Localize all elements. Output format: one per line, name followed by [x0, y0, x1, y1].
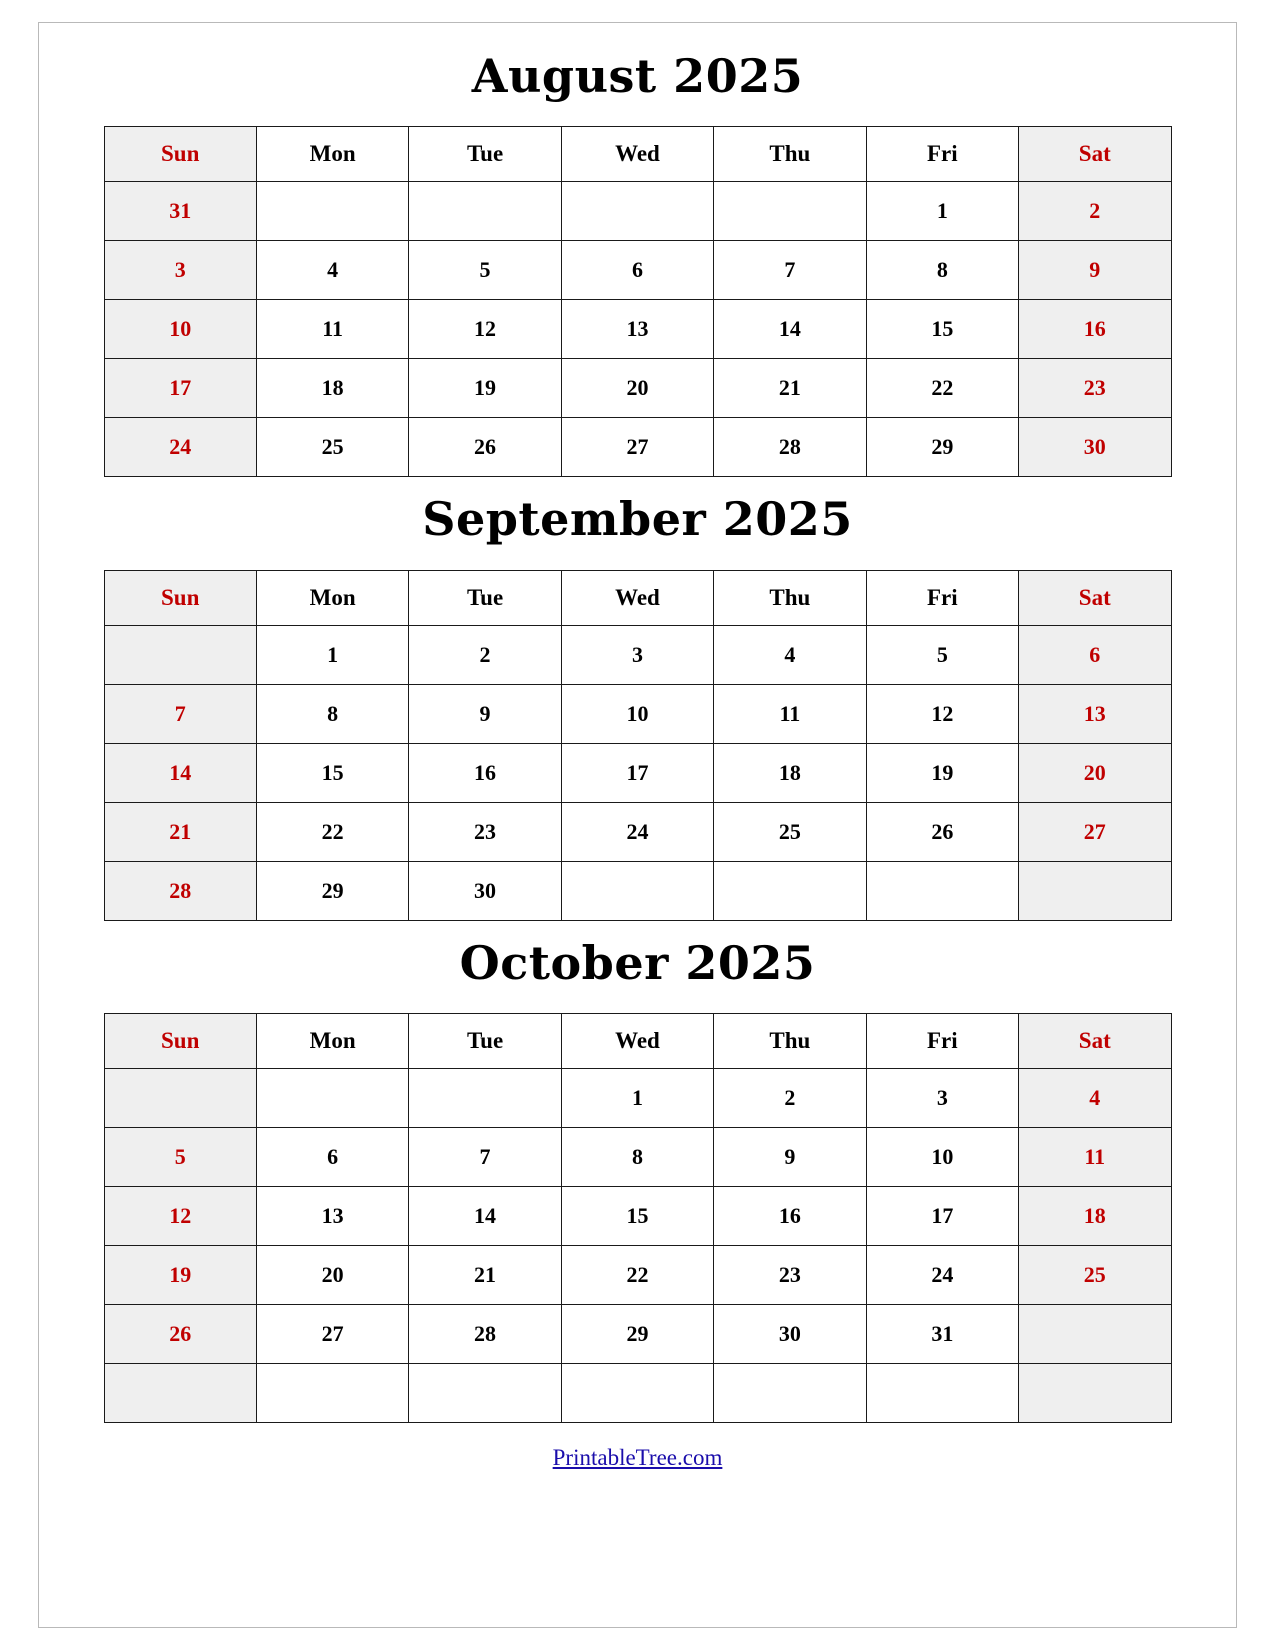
day-cell[interactable]: 30 — [1019, 418, 1171, 477]
day-cell[interactable] — [104, 625, 256, 684]
day-cell[interactable] — [866, 861, 1018, 920]
day-cell[interactable]: 21 — [409, 1245, 561, 1304]
day-cell[interactable]: 30 — [409, 861, 561, 920]
day-cell[interactable] — [1019, 1304, 1171, 1363]
day-cell[interactable]: 27 — [256, 1304, 408, 1363]
weekday-header-mon: Mon — [256, 570, 408, 625]
day-cell[interactable]: 22 — [561, 1245, 713, 1304]
day-cell[interactable]: 25 — [256, 418, 408, 477]
day-cell[interactable]: 2 — [409, 625, 561, 684]
weekday-header-row — [104, 127, 1171, 182]
week-row — [104, 1304, 1171, 1363]
day-cell[interactable]: 18 — [1019, 1186, 1171, 1245]
day-cell[interactable]: 10 — [561, 684, 713, 743]
day-cell[interactable]: 14 — [409, 1186, 561, 1245]
day-cell[interactable]: 29 — [561, 1304, 713, 1363]
day-cell[interactable] — [256, 182, 408, 241]
day-cell[interactable]: 31 — [866, 1304, 1018, 1363]
printabletree-link[interactable]: PrintableTree.com — [552, 1444, 723, 1470]
day-cell[interactable]: 6 — [1019, 625, 1171, 684]
weekday-header-thu: Thu — [714, 127, 866, 182]
day-cell[interactable]: 5 — [866, 625, 1018, 684]
week-row — [104, 802, 1171, 861]
day-cell[interactable]: 24 — [866, 1245, 1018, 1304]
week-row — [104, 241, 1171, 300]
day-cell[interactable]: 19 — [866, 743, 1018, 802]
day-cell[interactable]: 2 — [1019, 182, 1171, 241]
weekday-header-sun: Sun — [104, 127, 256, 182]
day-cell[interactable]: 16 — [1019, 300, 1171, 359]
day-cell[interactable]: 7 — [714, 241, 866, 300]
weekday-header-sun: Sun — [104, 1013, 256, 1068]
day-cell[interactable]: 13 — [1019, 684, 1171, 743]
calendar-content — [88, 26, 1188, 1471]
day-cell[interactable]: 3 — [104, 241, 256, 300]
day-cell[interactable]: 11 — [714, 684, 866, 743]
day-cell[interactable]: 9 — [714, 1127, 866, 1186]
week-row — [104, 743, 1171, 802]
day-cell[interactable]: 12 — [104, 1186, 256, 1245]
weekday-header-sat: Sat — [1019, 1013, 1171, 1068]
day-cell[interactable]: 3 — [561, 625, 713, 684]
day-cell[interactable]: 19 — [104, 1245, 256, 1304]
day-cell[interactable]: 26 — [866, 802, 1018, 861]
week-row — [104, 1068, 1171, 1127]
day-cell[interactable]: 20 — [561, 359, 713, 418]
day-cell[interactable]: 22 — [866, 359, 1018, 418]
week-row — [104, 625, 1171, 684]
month-title: August 2025 — [471, 49, 804, 103]
day-cell[interactable] — [104, 1363, 256, 1422]
day-cell[interactable] — [1019, 1363, 1171, 1422]
day-cell[interactable] — [561, 182, 713, 241]
day-cell[interactable]: 6 — [561, 241, 713, 300]
day-cell[interactable]: 1 — [256, 625, 408, 684]
day-cell[interactable]: 2 — [714, 1068, 866, 1127]
day-cell[interactable]: 18 — [256, 359, 408, 418]
day-cell[interactable]: 7 — [409, 1127, 561, 1186]
weekday-header-mon: Mon — [256, 1013, 408, 1068]
day-cell[interactable]: 21 — [714, 359, 866, 418]
day-cell[interactable]: 17 — [866, 1186, 1018, 1245]
day-cell[interactable] — [256, 1363, 408, 1422]
day-cell[interactable]: 31 — [104, 182, 256, 241]
weekday-header-sat: Sat — [1019, 127, 1171, 182]
day-cell[interactable]: 8 — [866, 241, 1018, 300]
day-cell[interactable]: 27 — [1019, 802, 1171, 861]
weekday-header-tue: Tue — [409, 127, 561, 182]
weekday-header-thu: Thu — [714, 1013, 866, 1068]
day-cell[interactable]: 1 — [561, 1068, 713, 1127]
day-cell[interactable]: 10 — [866, 1127, 1018, 1186]
day-cell[interactable]: 17 — [104, 359, 256, 418]
day-cell[interactable] — [561, 1363, 713, 1422]
week-row — [104, 418, 1171, 477]
day-cell[interactable] — [409, 1068, 561, 1127]
month-block-august — [88, 42, 1188, 477]
day-cell[interactable]: 17 — [561, 743, 713, 802]
week-row — [104, 684, 1171, 743]
weekday-header-wed: Wed — [561, 570, 713, 625]
day-cell[interactable]: 22 — [256, 802, 408, 861]
weekday-header-tue: Tue — [409, 570, 561, 625]
weekday-header-row — [104, 1013, 1171, 1068]
day-cell[interactable]: 4 — [714, 625, 866, 684]
day-cell[interactable]: 1 — [866, 182, 1018, 241]
day-cell[interactable]: 7 — [104, 684, 256, 743]
day-cell[interactable]: 29 — [866, 418, 1018, 477]
day-cell[interactable]: 12 — [409, 300, 561, 359]
week-row — [104, 1245, 1171, 1304]
day-cell[interactable]: 15 — [866, 300, 1018, 359]
day-cell[interactable]: 9 — [1019, 241, 1171, 300]
day-cell[interactable]: 11 — [1019, 1127, 1171, 1186]
day-cell[interactable]: 26 — [104, 1304, 256, 1363]
day-cell[interactable] — [714, 1363, 866, 1422]
day-cell[interactable]: 4 — [256, 241, 408, 300]
day-cell[interactable] — [256, 1068, 408, 1127]
day-cell[interactable]: 13 — [256, 1186, 408, 1245]
day-cell[interactable]: 11 — [256, 300, 408, 359]
day-cell[interactable]: 28 — [104, 861, 256, 920]
day-cell[interactable]: 14 — [104, 743, 256, 802]
day-cell[interactable]: 27 — [561, 418, 713, 477]
day-cell[interactable]: 26 — [409, 418, 561, 477]
week-row — [104, 300, 1171, 359]
weekday-header-fri: Fri — [866, 570, 1018, 625]
month-title: October 2025 — [459, 935, 816, 990]
day-cell[interactable]: 15 — [561, 1186, 713, 1245]
weekday-header-sat: Sat — [1019, 570, 1171, 625]
day-cell[interactable]: 14 — [714, 300, 866, 359]
week-row — [104, 1363, 1171, 1422]
day-cell[interactable]: 25 — [1019, 1245, 1171, 1304]
day-cell[interactable] — [409, 1363, 561, 1422]
day-cell[interactable]: 21 — [104, 802, 256, 861]
footer — [88, 1445, 1188, 1471]
day-cell[interactable] — [104, 1068, 256, 1127]
day-cell[interactable] — [714, 182, 866, 241]
day-cell[interactable]: 16 — [714, 1186, 866, 1245]
weekday-header-wed: Wed — [561, 1013, 713, 1068]
day-cell[interactable]: 20 — [1019, 743, 1171, 802]
calendar-table-august — [104, 126, 1172, 477]
weekday-header-fri: Fri — [866, 1013, 1018, 1068]
weekday-header-sun: Sun — [104, 570, 256, 625]
day-cell[interactable]: 18 — [714, 743, 866, 802]
day-cell[interactable] — [1019, 861, 1171, 920]
day-cell[interactable]: 19 — [409, 359, 561, 418]
day-cell[interactable]: 28 — [714, 418, 866, 477]
week-row — [104, 182, 1171, 241]
week-row — [104, 1127, 1171, 1186]
weekday-header-tue: Tue — [409, 1013, 561, 1068]
month-title: September 2025 — [422, 492, 853, 547]
weekday-header-wed: Wed — [561, 127, 713, 182]
day-cell[interactable]: 16 — [409, 743, 561, 802]
day-cell[interactable]: 8 — [561, 1127, 713, 1186]
weekday-header-thu: Thu — [714, 570, 866, 625]
day-cell[interactable]: 8 — [256, 684, 408, 743]
day-cell[interactable] — [409, 182, 561, 241]
week-row — [104, 1186, 1171, 1245]
day-cell[interactable]: 6 — [256, 1127, 408, 1186]
day-cell[interactable]: 9 — [409, 684, 561, 743]
day-cell[interactable]: 12 — [866, 684, 1018, 743]
day-cell[interactable]: 15 — [256, 743, 408, 802]
day-cell[interactable]: 29 — [256, 861, 408, 920]
day-cell[interactable]: 23 — [714, 1245, 866, 1304]
day-cell[interactable] — [561, 861, 713, 920]
month-block-september — [88, 485, 1188, 920]
weekday-header-mon: Mon — [256, 127, 408, 182]
week-row — [104, 861, 1171, 920]
day-cell[interactable]: 23 — [409, 802, 561, 861]
day-cell[interactable]: 28 — [409, 1304, 561, 1363]
day-cell[interactable]: 30 — [714, 1304, 866, 1363]
weekday-header-row — [104, 570, 1171, 625]
day-cell[interactable]: 24 — [104, 418, 256, 477]
day-cell[interactable] — [866, 1363, 1018, 1422]
day-cell[interactable] — [714, 861, 866, 920]
day-cell[interactable]: 5 — [104, 1127, 256, 1186]
week-row — [104, 359, 1171, 418]
weekday-header-fri: Fri — [866, 127, 1018, 182]
day-cell[interactable]: 10 — [104, 300, 256, 359]
day-cell[interactable]: 5 — [409, 241, 561, 300]
month-block-october — [88, 929, 1188, 1423]
calendar-table-october — [104, 1013, 1172, 1423]
day-cell[interactable]: 20 — [256, 1245, 408, 1304]
day-cell[interactable]: 13 — [561, 300, 713, 359]
day-cell[interactable]: 4 — [1019, 1068, 1171, 1127]
day-cell[interactable]: 24 — [561, 802, 713, 861]
day-cell[interactable]: 25 — [714, 802, 866, 861]
calendar-table-september — [104, 570, 1172, 921]
day-cell[interactable]: 3 — [866, 1068, 1018, 1127]
day-cell[interactable]: 23 — [1019, 359, 1171, 418]
